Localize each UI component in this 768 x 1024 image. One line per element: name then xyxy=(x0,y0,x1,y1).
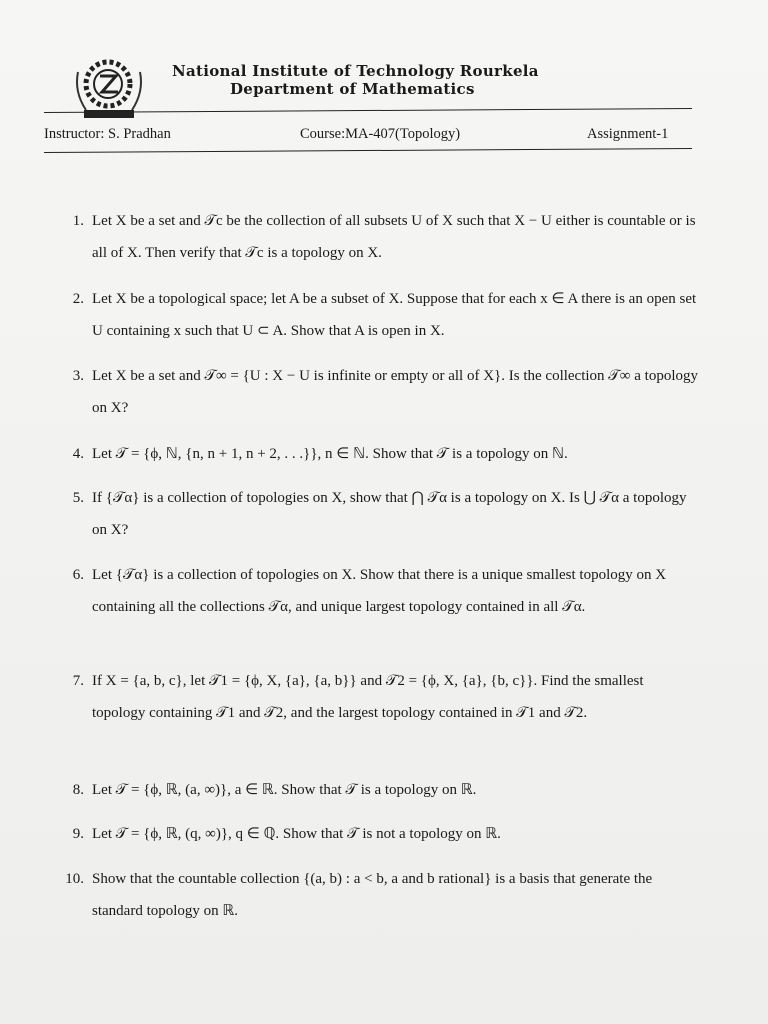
problem-text: Let X be a topological space; let A be a subset of X. Suppose that for each x ∈ A there is an open set U containing x such that U ⊂ A. Show that A is open in X. xyxy=(92,291,697,339)
problem-text: Let 𝒯 = {ϕ, ℝ, (a, ∞)}, a ∈ ℝ. Show that 𝒯 is a topology on ℝ. xyxy=(92,782,477,798)
problem-number: 9. xyxy=(72,826,84,842)
problem-number: 5. xyxy=(72,490,84,506)
assignment-label: Assignment-1 xyxy=(587,126,669,142)
problem-item xyxy=(54,818,698,850)
problem-number: 2. xyxy=(72,291,84,307)
course-label: Course:MA-407(Topology) xyxy=(300,126,461,142)
problem-number: 3. xyxy=(72,368,84,384)
problem-text: Show that the countable collection {(a, b) : a < b, a and b rational} is a basis that generate the standard topology on ℝ. xyxy=(92,871,653,919)
problem-item xyxy=(54,774,698,806)
instructor-label: Instructor: S. Pradhan xyxy=(44,126,171,142)
problem-text: If {𝒯α} is a collection of topologies on X, show that ⋂ 𝒯α is a topology on X. Is ⋃ 𝒯α a topology on X? xyxy=(92,490,687,538)
problem-text: Let X be a set and 𝒯c be the collection of all subsets U of X such that X − U either is countable or is all of X. Then verify that 𝒯c is a topology on X. xyxy=(92,213,696,261)
problem-item xyxy=(54,205,698,269)
problem-text: Let {𝒯α} is a collection of topologies on X. Show that there is a unique smallest topology on X containing all the collections 𝒯α, and unique largest topology contained in all 𝒯α. xyxy=(92,567,667,615)
problem-item xyxy=(54,665,698,729)
problem-text: Let 𝒯 = {ϕ, ℕ, {n, n + 1, n + 2, . . .}}, n ∈ ℕ. Show that 𝒯 is a topology on ℕ. xyxy=(92,446,568,462)
header-rule-bottom xyxy=(44,148,692,153)
problem-number: 8. xyxy=(72,782,84,798)
problem-text: If X = {a, b, c}, let 𝒯1 = {ϕ, X, {a}, {a, b}} and 𝒯2 = {ϕ, X, {a}, {b, c}}. Find the smallest topology containing 𝒯1 and 𝒯2, and the largest topology contained in 𝒯1 and 𝒯2. xyxy=(92,673,644,721)
problem-number: 4. xyxy=(72,446,84,462)
institute-name: National Institute of Technology Rourkela xyxy=(172,62,539,80)
problem-number: 7. xyxy=(72,673,84,689)
problem-text: Let 𝒯 = {ϕ, ℝ, (q, ∞)}, q ∈ ℚ. Show that 𝒯 is not a topology on ℝ. xyxy=(92,826,501,842)
problem-item xyxy=(54,482,698,546)
problem-item xyxy=(54,360,698,424)
problem-item xyxy=(54,863,698,927)
problem-text: Let X be a set and 𝒯∞ = {U : X − U is infinite or empty or all of X}. Is the collection 𝒯∞ a topology on X? xyxy=(92,368,698,416)
problem-number: 10. xyxy=(65,871,84,887)
department-name: Department of Mathematics xyxy=(230,80,475,98)
problem-item xyxy=(54,283,698,347)
problem-item xyxy=(54,438,698,470)
problem-number: 1. xyxy=(72,213,84,229)
problem-item xyxy=(54,559,698,623)
problem-number: 6. xyxy=(72,567,84,583)
